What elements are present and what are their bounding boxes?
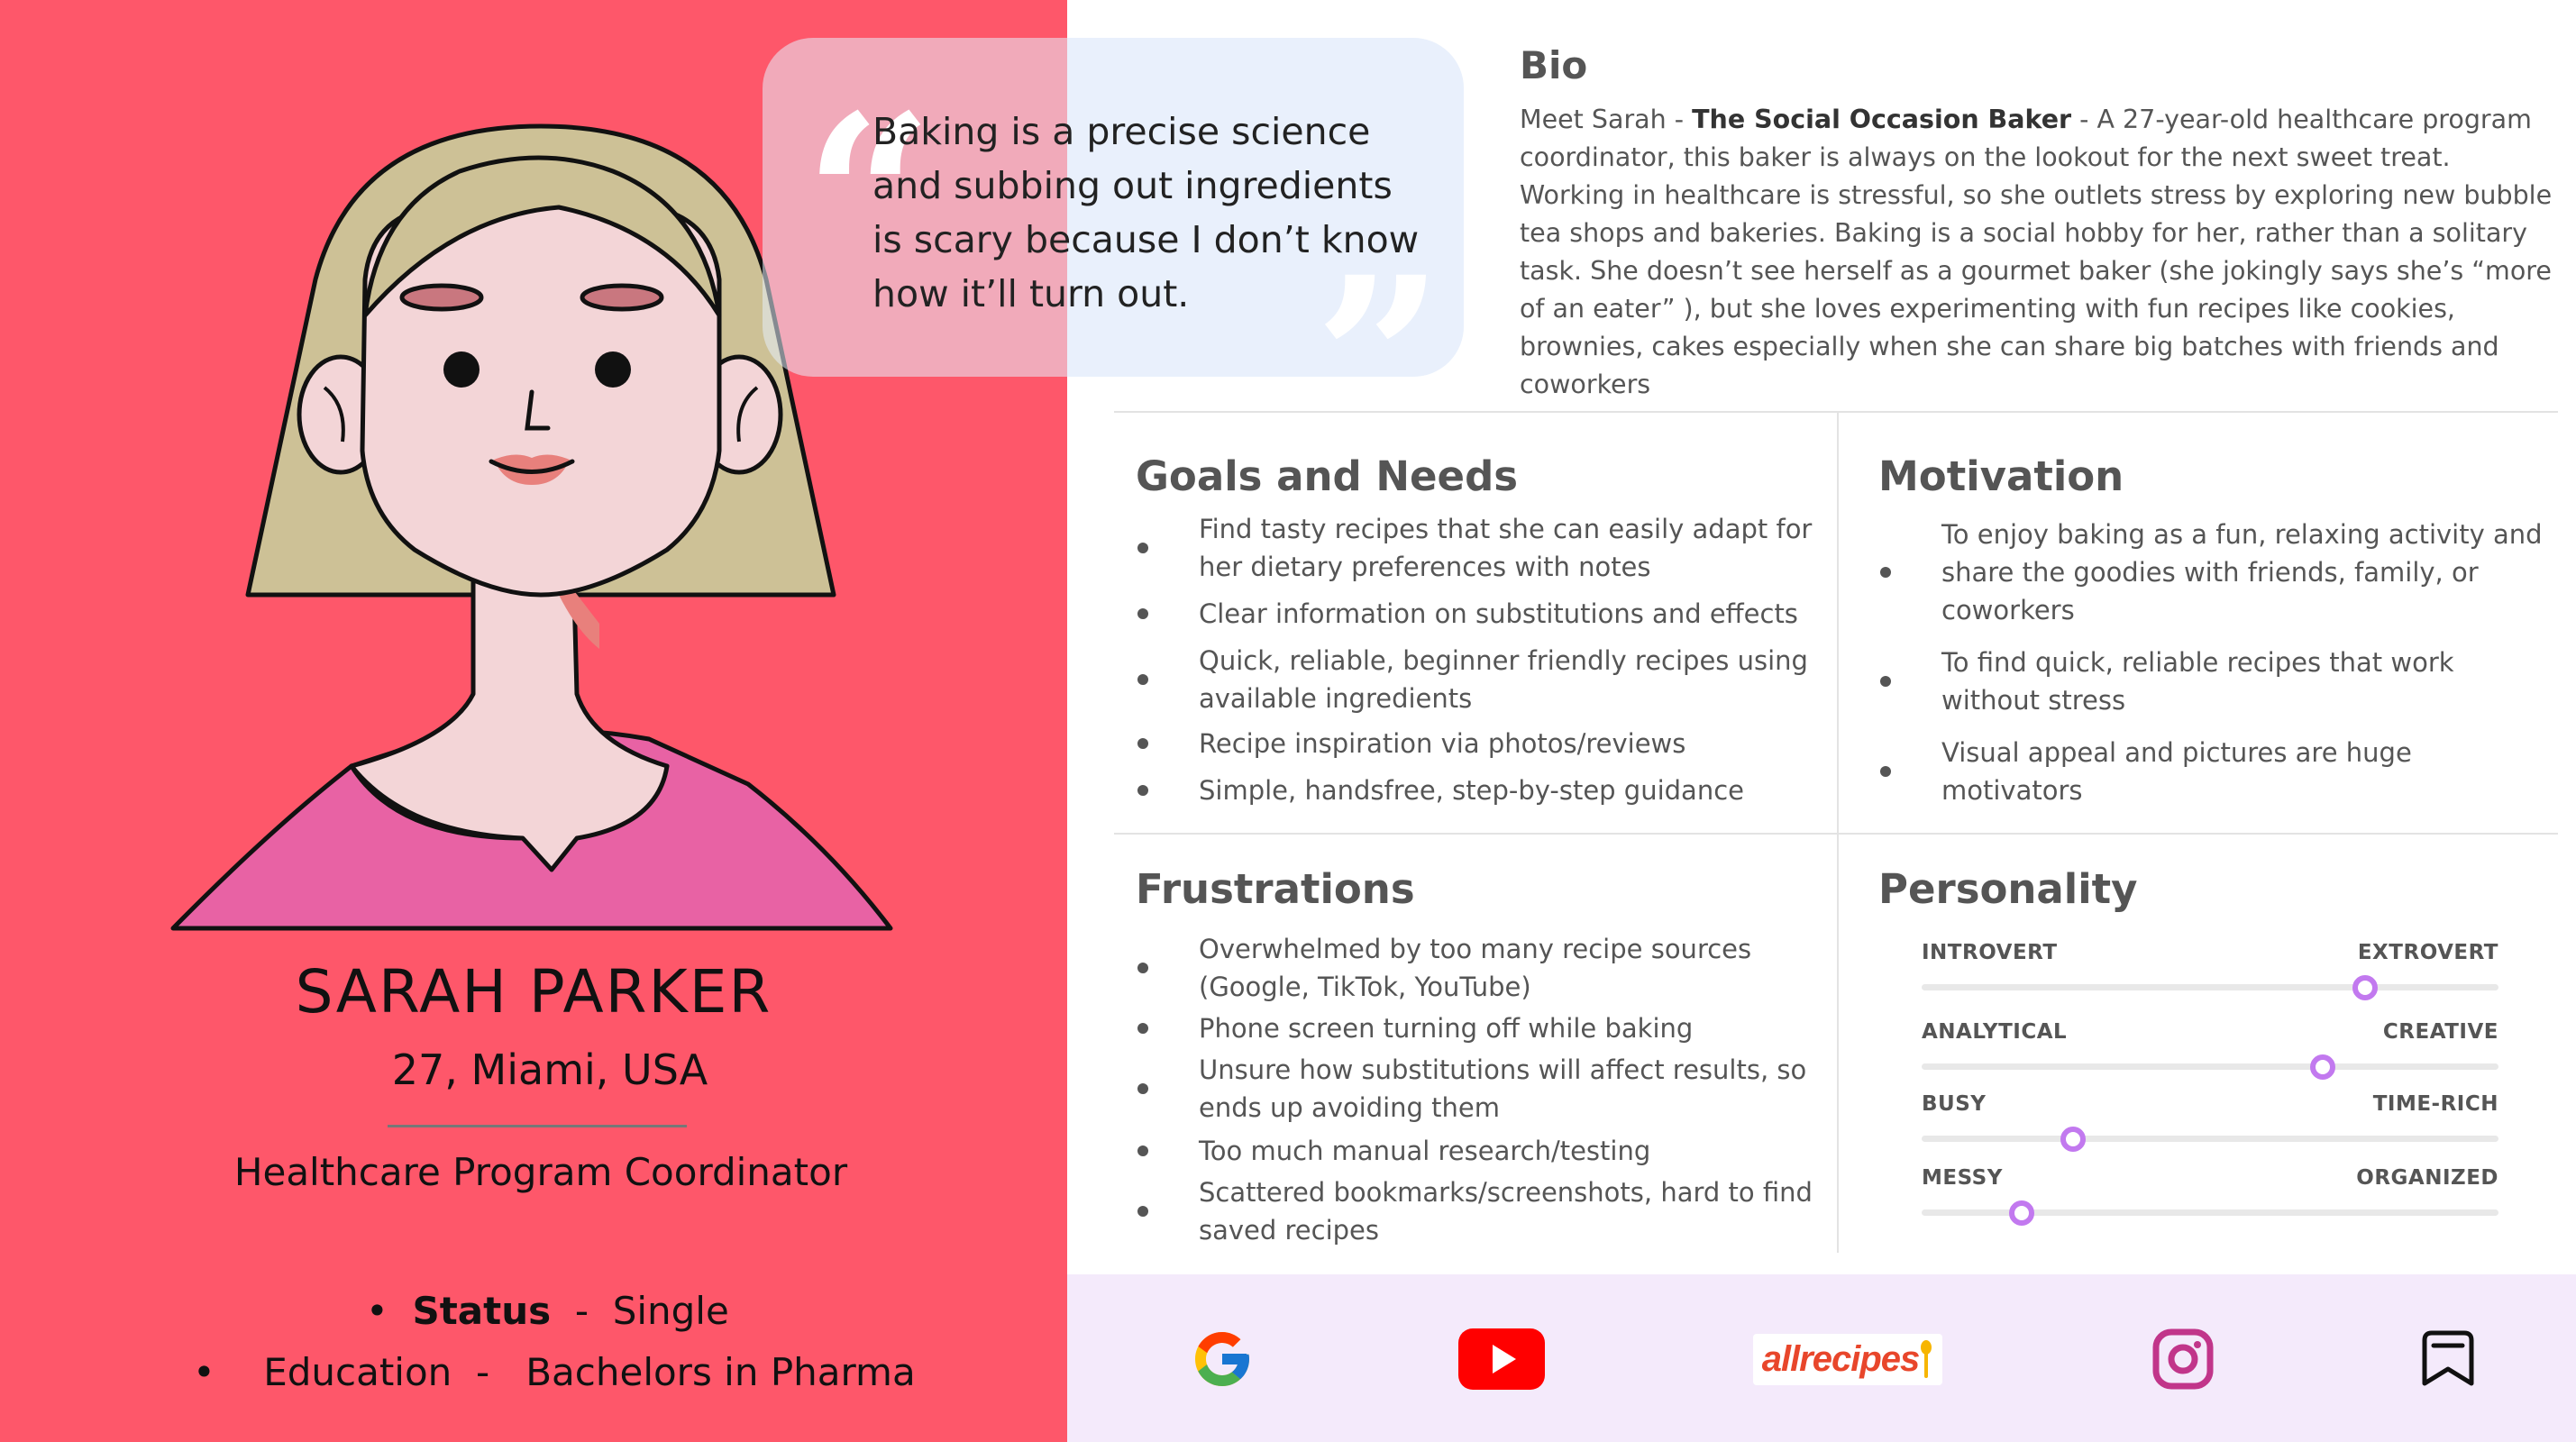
slider-left-label: MESSY <box>1922 1166 2003 1190</box>
goals-list <box>1132 510 1817 818</box>
bio-body: - A 27-year-old healthcare program coordinator, this baker is always on the lookout for the next sweet treat. Working in healthcare is stressful, so she outlets stress by exploring new bubble tea shops and bakeries. Baking is a social hobby for her, rather than a solitary task. She doesn’t see herself as a gourmet baker (she jokingly says she’s “more of an eater” ), but she loves experimenting with fun recipes like cookies, brownies, cakes especially when she can share big batches with friends and coworkers <box>1520 105 2553 399</box>
goals-item <box>1132 725 1817 762</box>
open-quote-icon: “ <box>804 65 934 330</box>
separator: - <box>574 1289 589 1333</box>
slider-right-label: TIME-RICH <box>2372 1092 2498 1116</box>
slider-track[interactable] <box>1922 984 2498 990</box>
education-value: Bachelors in Pharma <box>525 1350 916 1394</box>
frustrations-item <box>1132 930 1817 1006</box>
close-quote-icon: ” <box>1314 227 1444 377</box>
allrecipes-label: allrecipes <box>1761 1338 1920 1379</box>
allrecipes-logo[interactable] <box>1749 1323 1947 1395</box>
column-divider <box>1837 413 1839 1253</box>
goals-item-text: Quick, reliable, beginner friendly recipes using available ingredients <box>1199 645 1808 714</box>
bullet <box>1137 738 1148 749</box>
bullet <box>1137 608 1148 619</box>
motivation-item-text: To enjoy baking as a fun, relaxing activity and share the goodies with friends, family, or coworkers <box>1941 519 2543 625</box>
bookmark-icon-graphic <box>2421 1329 2475 1389</box>
youtube-icon[interactable] <box>1457 1323 1547 1395</box>
frustrations-item-text: Unsure how substitutions will affect results, so ends up avoiding them <box>1199 1054 1807 1123</box>
slider-knob[interactable] <box>2310 1054 2335 1080</box>
status-row <box>366 1289 729 1333</box>
frustrations-item-text: Phone screen turning off while baking <box>1199 1013 1694 1044</box>
instagram-icon-graphic <box>2152 1328 2214 1390</box>
slider-left-label: INTROVERT <box>1922 941 2058 964</box>
frustrations-item-text: Overwhelmed by too many recipe sources (Google, TikTok, YouTube) <box>1199 934 1752 1002</box>
bullet <box>1137 543 1148 553</box>
bookmark-icon[interactable] <box>2405 1323 2491 1395</box>
bio-text <box>1520 101 2556 404</box>
google-icon-graphic <box>1190 1327 1255 1392</box>
persona-location: 27, Miami, USA <box>391 1045 708 1094</box>
quote-text: Baking is a precise science and subbing out ingredients is scary because I don’t know how it’ll turn out. <box>872 110 1420 315</box>
slider-right-label: CREATIVE <box>2382 1020 2498 1044</box>
goals-item-text: Clear information on substitutions and effects <box>1199 598 1798 629</box>
bullet <box>1880 567 1891 578</box>
bullet <box>1880 676 1891 687</box>
slider-left-label: ANALYTICAL <box>1922 1020 2068 1044</box>
goals-item <box>1132 595 1817 633</box>
frustrations-item <box>1132 1051 1817 1127</box>
personality-slider[interactable] <box>1922 941 2498 1013</box>
goals-item <box>1132 642 1817 717</box>
slider-left-label: BUSY <box>1922 1092 1987 1116</box>
google-icon[interactable] <box>1179 1323 1265 1395</box>
instagram-icon[interactable] <box>2140 1323 2226 1395</box>
goals-title: Goals and Needs <box>1136 452 1519 500</box>
bullet: • <box>193 1350 264 1394</box>
motivation-title: Motivation <box>1878 452 2124 500</box>
allrecipes-logo-box <box>1753 1334 1943 1385</box>
bullet <box>1880 766 1891 777</box>
education-label: Education <box>263 1350 452 1394</box>
personality-slider[interactable] <box>1922 1092 2498 1164</box>
personality-title: Personality <box>1878 865 2138 913</box>
youtube-icon-graphic <box>1458 1328 1545 1390</box>
status-value: Single <box>612 1289 729 1333</box>
bullet <box>1137 1145 1148 1156</box>
bullet <box>1137 674 1148 685</box>
bullet <box>1137 963 1148 973</box>
frustrations-item <box>1132 1009 1817 1047</box>
persona-role: Healthcare Program Coordinator <box>233 1150 848 1194</box>
bio-intro: Meet Sarah - <box>1520 105 1693 134</box>
bullet <box>1137 1206 1148 1217</box>
bullet: • <box>366 1289 413 1333</box>
goals-item-text: Recipe inspiration via photos/reviews <box>1199 728 1686 759</box>
frustrations-item <box>1132 1173 1817 1249</box>
personality-slider[interactable] <box>1922 1166 2498 1238</box>
motivation-item-text: To find quick, reliable recipes that work without stress <box>1941 647 2454 716</box>
bullet <box>1137 1023 1148 1034</box>
section-divider <box>1114 411 2558 413</box>
slider-knob[interactable] <box>2352 975 2378 1000</box>
frustrations-item-text: Too much manual research/testing <box>1199 1136 1651 1166</box>
separator: - <box>476 1350 490 1394</box>
slider-right-label: EXTROVERT <box>2357 941 2498 964</box>
motivation-item <box>1875 734 2551 809</box>
bullet <box>1137 1083 1148 1094</box>
bullet <box>1137 785 1148 796</box>
slider-knob[interactable] <box>2009 1200 2034 1226</box>
frustrations-item <box>1132 1132 1817 1170</box>
bio-title: Bio <box>1520 43 1588 87</box>
frustrations-list <box>1132 930 1817 1253</box>
section-divider <box>1114 833 2558 835</box>
education-row <box>193 1350 916 1394</box>
frustrations-item-text: Scattered bookmarks/screenshots, hard to find saved recipes <box>1199 1177 1813 1246</box>
motivation-item <box>1875 516 2551 629</box>
goals-item-text: Simple, handsfree, step-by-step guidance <box>1199 775 1744 806</box>
goals-item <box>1132 771 1817 809</box>
divider <box>388 1125 687 1127</box>
motivation-list <box>1875 516 2551 818</box>
slider-knob[interactable] <box>2060 1127 2086 1152</box>
frustrations-title: Frustrations <box>1136 865 1415 913</box>
slider-right-label: ORGANIZED <box>2356 1166 2498 1190</box>
persona-name: SARAH PARKER <box>295 957 772 1027</box>
goals-item-text: Find tasty recipes that she can easily adapt for her dietary preferences with notes <box>1199 514 1813 582</box>
spoon-icon <box>1919 1339 1933 1379</box>
goals-item <box>1132 510 1817 586</box>
status-label: Status <box>412 1289 552 1333</box>
slider-track[interactable] <box>1922 1136 2498 1142</box>
quote-bubble <box>763 38 1464 377</box>
motivation-item <box>1875 643 2551 719</box>
slider-track[interactable] <box>1922 1063 2498 1070</box>
personality-slider[interactable] <box>1922 1020 2498 1092</box>
motivation-item-text: Visual appeal and pictures are huge motivators <box>1941 737 2412 806</box>
bio-highlight: The Social Occasion Baker <box>1692 105 2072 134</box>
